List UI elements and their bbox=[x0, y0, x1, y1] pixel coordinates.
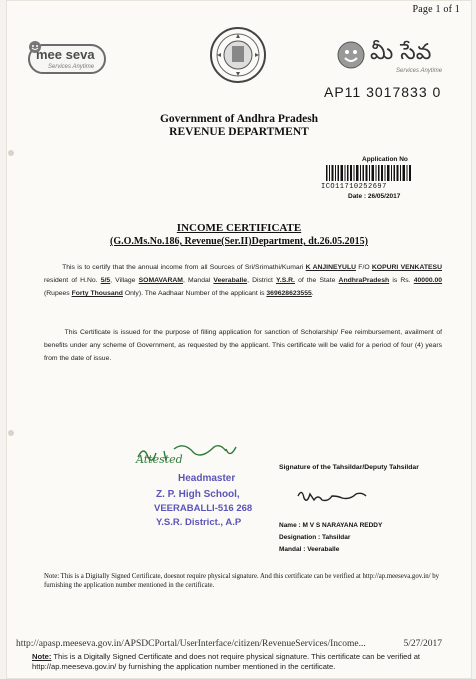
application-date-label: Date : bbox=[348, 193, 367, 200]
text-segment: is Rs. bbox=[392, 277, 411, 284]
stamp-line-4: Y.S.R. District., A.P bbox=[156, 517, 242, 528]
designation-value: Tahsildar bbox=[321, 534, 351, 541]
text-segment: , Village bbox=[110, 277, 136, 284]
text-segment: F/O bbox=[358, 264, 370, 271]
certificate-page bbox=[6, 0, 472, 679]
tahsildar-signature bbox=[296, 486, 376, 504]
certificate-serial-number: AP11 3017833 0 bbox=[324, 84, 442, 100]
smiley-icon bbox=[336, 40, 366, 70]
punch-hole bbox=[8, 430, 14, 436]
stamp-line-2: Z. P. High School, bbox=[156, 489, 240, 500]
mandal-value: Veeraballe bbox=[307, 546, 340, 553]
signature-title: Signature of the Tahsildar/Deputy Tahsildar bbox=[279, 464, 419, 471]
attested-text: Attested bbox=[136, 453, 183, 466]
page-number: Page 1 of 1 bbox=[412, 4, 460, 15]
stamp-line-3: VEERABALLI-516 268 bbox=[154, 503, 253, 514]
logo-right-subtext: Services Anytime bbox=[396, 68, 443, 74]
issuing-authority bbox=[6, 113, 472, 139]
text-segment: Only). The Aadhaar Number of the applicant is bbox=[124, 290, 265, 297]
department-name: REVENUE DEPARTMENT bbox=[169, 126, 309, 138]
purpose-paragraph bbox=[44, 326, 442, 365]
barcode-icon bbox=[326, 165, 412, 181]
application-number-label: Application No bbox=[362, 156, 408, 163]
footer-note bbox=[32, 652, 462, 672]
signatory-name-row bbox=[279, 522, 382, 529]
certification-paragraph bbox=[44, 261, 442, 300]
income-amount-words: Forty Thousand bbox=[71, 290, 123, 297]
house-number: 5/5 bbox=[100, 277, 111, 284]
certificate-title: INCOME CERTIFICATE bbox=[176, 222, 302, 234]
applicant-name: K ANJINEYULU bbox=[305, 264, 357, 271]
state-name: AndhraPradesh bbox=[338, 277, 390, 284]
mandal-name: Veeraballe bbox=[213, 277, 248, 284]
footer-note-label: Note: bbox=[32, 652, 52, 661]
logo-left-subtext: Services Anytime bbox=[48, 64, 95, 70]
text-segment: . bbox=[311, 290, 314, 297]
text-segment: resident of H.No. bbox=[44, 277, 98, 284]
go-reference: (G.O.Ms.No.186, Revenue(Ser.II)Department, dt.26.05.2015) bbox=[110, 236, 368, 247]
government-name: Government of Andhra Pradesh bbox=[159, 113, 319, 125]
text-segment: (Rupees bbox=[44, 290, 70, 297]
father-name: KOPURI VENKATESU bbox=[371, 264, 443, 271]
text-segment: This is to certify that the annual income from all Sources of Sri/Srimathi/Kumari bbox=[62, 264, 304, 271]
mandal-row bbox=[279, 546, 339, 553]
district-name: Y.S.R. bbox=[276, 277, 295, 284]
mandal-label: Mandal : bbox=[279, 546, 306, 553]
digital-signature-note: Note: This is a Digitally Signed Certificate, doesnot require physical signature. And this certificate can be verified at http://ap.meeseva.gov.in/ by furnishing the application number mentioned in the certificate. bbox=[44, 573, 440, 589]
government-seal-icon bbox=[209, 26, 267, 84]
application-date bbox=[348, 193, 400, 200]
punch-hole bbox=[8, 150, 14, 156]
headmaster-stamp bbox=[116, 437, 276, 539]
designation-label: Designation : bbox=[279, 534, 321, 541]
text-segment: , Mandal bbox=[182, 277, 211, 284]
meeseva-logo-right bbox=[336, 38, 456, 82]
logo-left-text: mee seva bbox=[36, 47, 95, 62]
logo-right-text: మీ సేవ bbox=[370, 40, 432, 65]
aadhaar-number: 369628623555 bbox=[266, 290, 312, 297]
village-name: SOMAVARAM bbox=[138, 277, 183, 284]
text-segment: , District bbox=[247, 277, 273, 284]
signatory-name-label: Name : bbox=[279, 522, 301, 529]
print-source-url: http://apasp.meeseva.gov.in/APSDCPortal/UserInterface/citizen/RevenueServices/Income... bbox=[16, 639, 366, 649]
application-number: ICO11710252697 bbox=[321, 183, 387, 191]
stamp-line-1: Headmaster bbox=[178, 473, 236, 484]
text-segment: of the State bbox=[298, 277, 336, 284]
footer-note-text: This is a Digitally Signed Certificate and does not require physical signature. This certificate can be verified at http://ap.meeseva.gov.in/ by furnishing the application number mentioned in the certificate. bbox=[32, 652, 421, 671]
signatory-name: M V S NARAYANA REDDY bbox=[302, 522, 383, 529]
purpose-text: This Certificate is issued for the purpose of filling application for sanction of Scholarship/ Fee reimbursement, availment of benefits under any scheme of Government, as requested by the applicant. This certificate will be valid for a period of four (4) years from the date of issue. bbox=[44, 329, 442, 362]
designation-row bbox=[279, 534, 350, 541]
application-date-value: 26/05/2017 bbox=[367, 193, 401, 200]
meeseva-logo-left bbox=[26, 40, 108, 80]
income-amount: 40000.00 bbox=[413, 277, 443, 284]
print-date: 5/27/2017 bbox=[403, 639, 442, 649]
